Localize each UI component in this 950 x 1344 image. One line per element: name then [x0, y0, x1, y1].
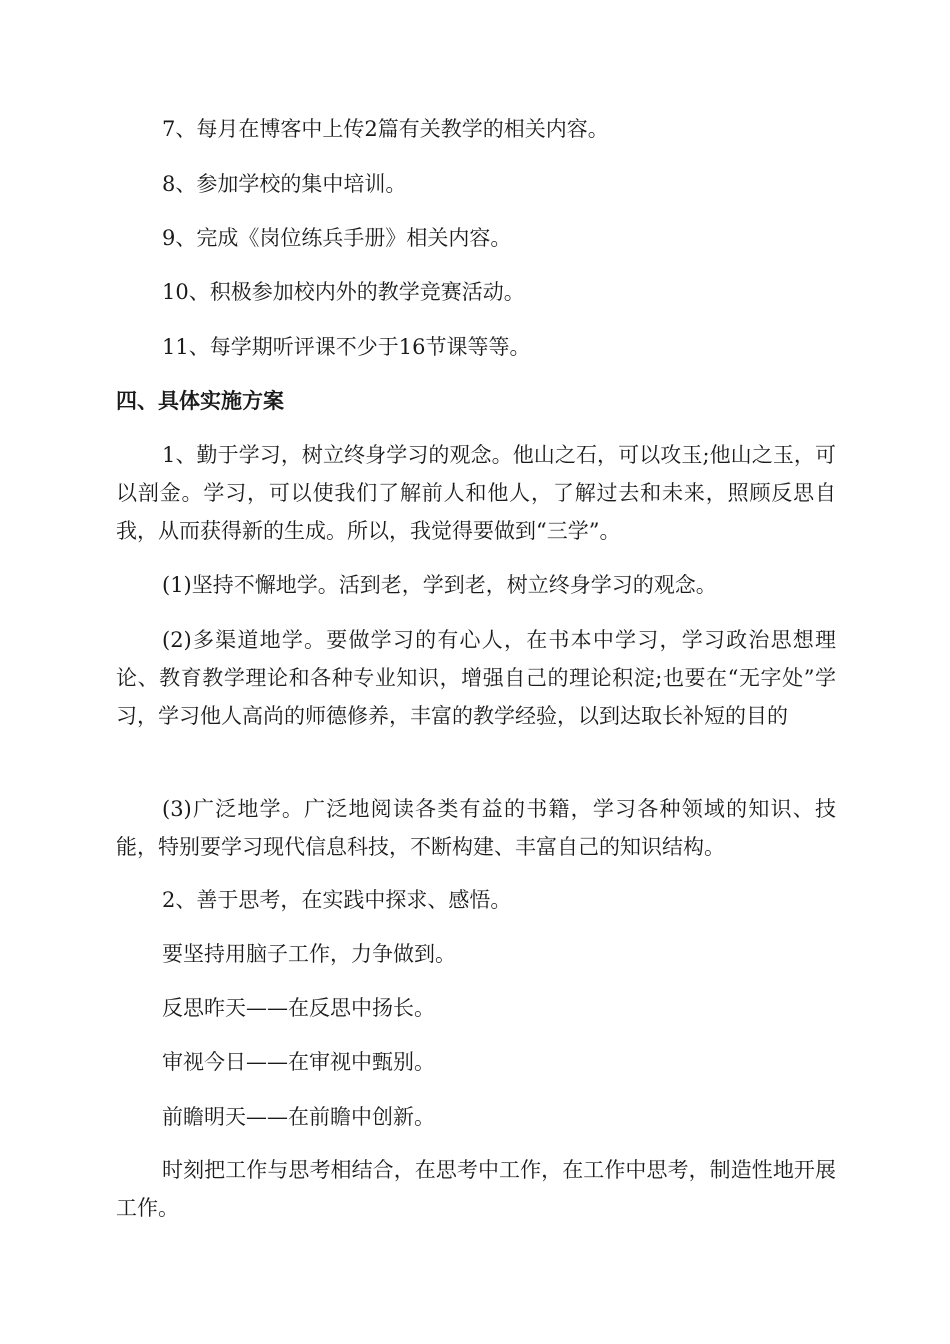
- list-item-8: 8、参加学校的集中培训。: [162, 172, 407, 196]
- paragraph-conclusion: 时刻把工作与思考相结合，在思考中工作，在工作中思考，制造性地开展工作。: [116, 1158, 836, 1220]
- paragraph-reflect: 反思昨天——在反思中扬长。: [162, 996, 435, 1020]
- paragraph-study-1: (1)坚持不懈地学。活到老，学到老，树立终身学习的观念。: [162, 573, 717, 597]
- list-item-10: 10、积极参加校内外的教学竞赛活动。: [162, 280, 525, 304]
- paragraph-study: 1、勤于学习，树立终身学习的观念。他山之石，可以攻玉;他山之玉，可以剖金。学习，可以使我们了解前人和他人，了解过去和未来，照顾反思自我，从而获得新的生成。所以，我觉得要做到“三学”。: [116, 443, 836, 543]
- list-item-7: 7、每月在博客中上传2篇有关教学的相关内容。: [162, 117, 609, 141]
- paragraph-study-2: (2)多渠道地学。要做学习的有心人，在书本中学习，学习政治思想理论、教育教学理论和各种专业知识，增强自己的理论积淀;也要在“无字处”学习，学习他人高尚的师德修养，丰富的教学经验，以到达取长补短的目的: [116, 628, 836, 728]
- paragraph-think: 2、善于思考，在实践中探求、感悟。: [162, 888, 512, 912]
- section-heading: 四、具体实施方案: [116, 389, 284, 413]
- list-item-9: 9、完成《岗位练兵手册》相关内容。: [162, 226, 512, 250]
- paragraph-foresee: 前瞻明天——在前瞻中创新。: [162, 1105, 435, 1129]
- paragraph-think-intro: 要坚持用脑子工作，力争做到。: [162, 942, 456, 966]
- paragraph-study-3: (3)广泛地学。广泛地阅读各类有益的书籍，学习各种领域的知识、技能，特别要学习现代信息科技，不断构建、丰富自己的知识结构。: [116, 797, 836, 859]
- list-item-11: 11、每学期听评课不少于16节课等等。: [162, 335, 531, 359]
- paragraph-review: 审视今日——在审视中甄别。: [162, 1050, 435, 1074]
